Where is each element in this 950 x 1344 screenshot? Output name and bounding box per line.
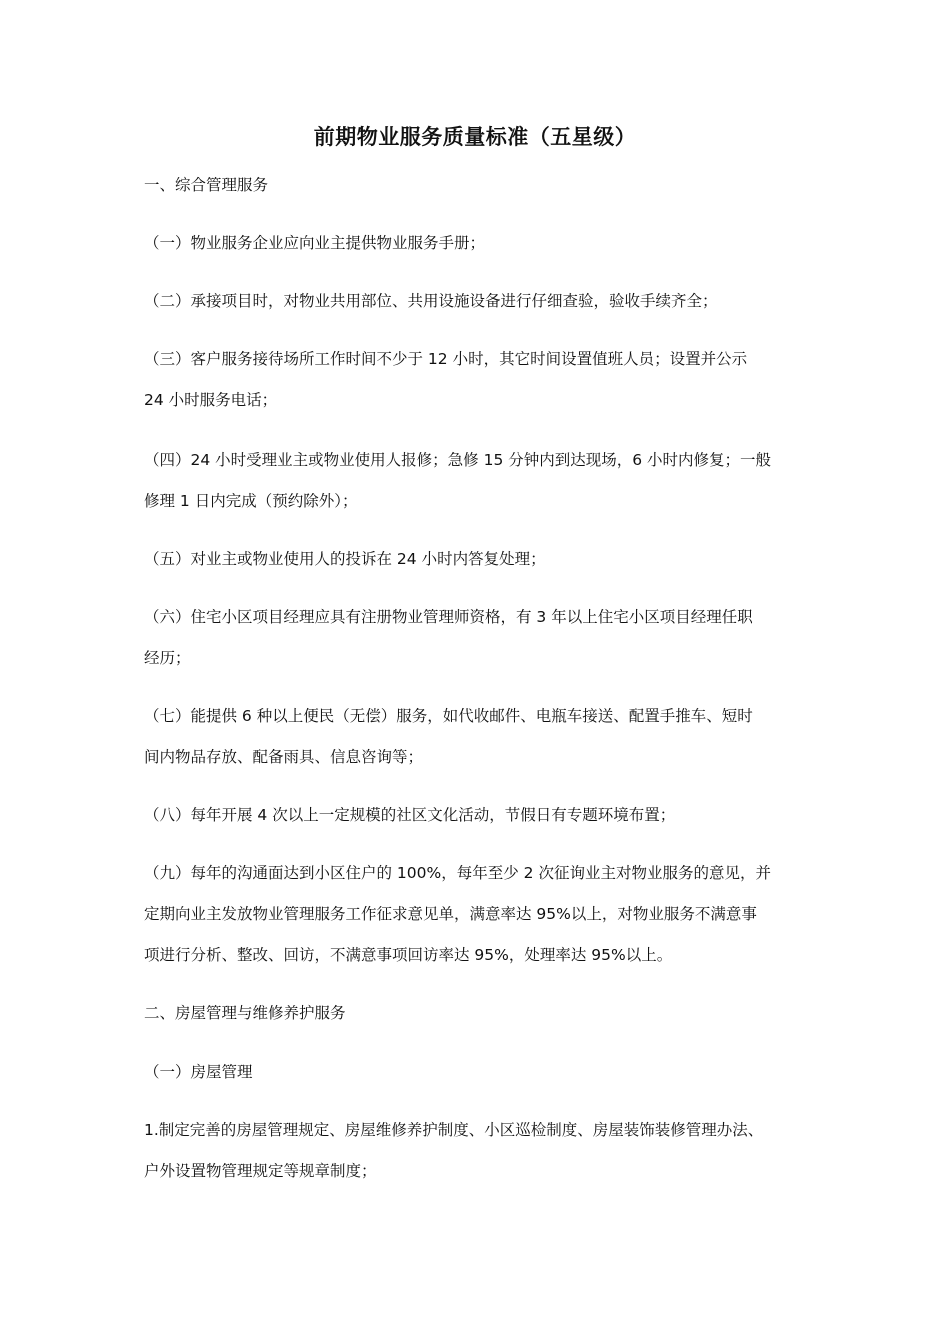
paragraph-line: （五）对业主或物业使用人的投诉在 24 小时内答复处理； xyxy=(144,550,546,568)
paragraph-line: 24 小时服务电话； xyxy=(144,391,278,409)
subsection-heading: （一）房屋管理 xyxy=(144,1063,253,1081)
document-title: 前期物业服务质量标准（五星级） xyxy=(313,125,637,149)
section-heading: 二、房屋管理与维修养护服务 xyxy=(144,1004,346,1022)
paragraph-line: 项进行分析、整改、回访，不满意事项回访率达 95%，处理率达 95%以上。 xyxy=(144,946,673,964)
paragraph-line: 户外设置物管理规定等规章制度； xyxy=(144,1162,377,1180)
paragraph-line: （二）承接项目时，对物业共用部位、共用设施设备进行仔细查验，验收手续齐全； xyxy=(144,292,718,310)
paragraph-line: （六）住宅小区项目经理应具有注册物业管理师资格，有 3 年以上住宅小区项目经理任职 xyxy=(144,608,753,626)
paragraph-line: 经历； xyxy=(144,649,191,667)
paragraph-line: 间内物品存放、配备雨具、信息咨询等； xyxy=(144,748,424,766)
paragraph-line: （八）每年开展 4 次以上一定规模的社区文化活动，节假日有专题环境布置； xyxy=(144,806,676,824)
paragraph-line: 1.制定完善的房屋管理规定、房屋维修养护制度、小区巡检制度、房屋装饰装修管理办法、 xyxy=(144,1121,764,1139)
section-heading: 一、综合管理服务 xyxy=(144,176,269,194)
paragraph-line: （四）24 小时受理业主或物业使用人报修；急修 15 分钟内到达现场，6 小时内修复；一般 xyxy=(144,451,772,469)
paragraph-line: 定期向业主发放物业管理服务工作征求意见单，满意率达 95%以上，对物业服务不满意事 xyxy=(144,905,757,923)
paragraph-line: （一）物业服务企业应向业主提供物业服务手册； xyxy=(144,234,486,252)
paragraph-line: （七）能提供 6 种以上便民（无偿）服务，如代收邮件、电瓶车接送、配置手推车、短时 xyxy=(144,707,753,725)
paragraph-line: （三）客户服务接待场所工作时间不少于 12 小时，其它时间设置值班人员；设置并公示 xyxy=(144,350,748,368)
paragraph-line: （九）每年的沟通面达到小区住户的 100%，每年至少 2 次征询业主对物业服务的意见，并 xyxy=(144,864,771,882)
paragraph-line: 修理 1 日内完成（预约除外）； xyxy=(144,492,358,510)
